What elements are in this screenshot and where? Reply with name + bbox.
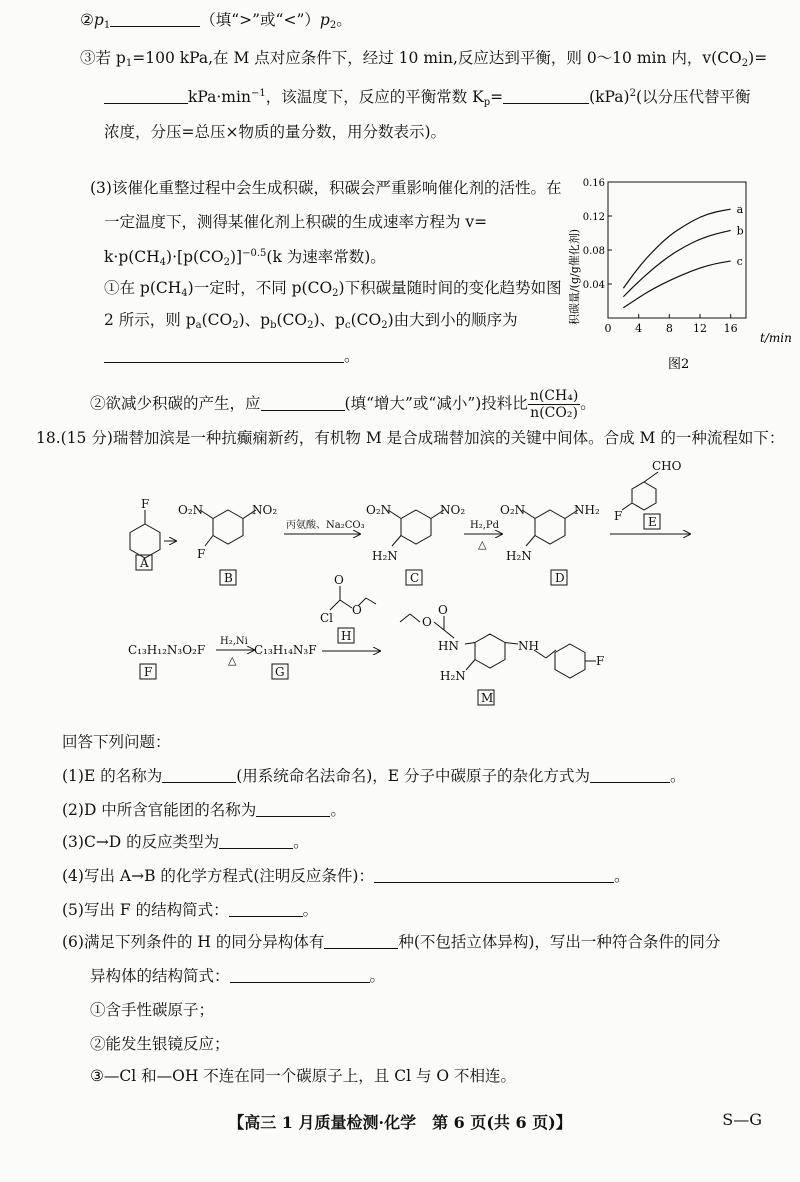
atom-O2N-D: O₂N: [500, 503, 526, 517]
atom-F-B: F: [197, 547, 206, 561]
footer-center: 【高三 1 月质量检测·化学 第 6 页(共 6 页)】: [228, 1113, 572, 1132]
x-tick-label: 8: [665, 322, 673, 335]
label-F: F: [144, 665, 153, 679]
x-axis-label: t/min: [760, 331, 792, 345]
x-tick-label: 4: [635, 322, 643, 335]
q17-item2: $②p_1$ （填“>”或“$<”)p_2$。: [80, 11, 352, 31]
condition-3: ③—Cl 和—OH 不连在同一个碳原子上，且 Cl 与 O 不相连。: [90, 1067, 517, 1085]
answer-blank[interactable]: [324, 932, 398, 949]
synthesis-scheme: [40, 458, 780, 728]
atom-CHO-E: CHO: [652, 459, 682, 473]
q17-item3-line3: 浓度，分压=总压×物质的量分数，用分数表示)。: [104, 123, 447, 141]
formula-F: C₁₃H₁₂N₃O₂F: [128, 643, 206, 657]
answer-blank[interactable]: [104, 346, 344, 363]
answer-blank[interactable]: [110, 10, 200, 27]
q17-item3-line2: $kPa\cdot\min^{-1}$，该温度下，反应的平衡常数 $K_p= (kPa)^2$(以分压代替平衡: [104, 84, 751, 113]
y-tick-label: 0.12: [582, 212, 605, 223]
q18-subq5: (5)写出 F 的结构简式： 。: [62, 901, 319, 919]
chart-title: 图2: [668, 357, 690, 372]
atom-F-A: F: [141, 497, 150, 511]
q17-part3-line4: ①在 $p(CH_4)$一定时，不同 $p(CO_2)$下积碳量随时间的变化趋势如图: [104, 279, 562, 299]
q18-subq6-line2: 异构体的结构简式： 。: [90, 967, 386, 985]
q18-header: 18.(15 分)瑞替加滨是一种抗癫痫新药，有机物 M 是合成瑞替加滨的关键中间体。合成 M 的一种流程如下：: [36, 429, 785, 447]
y-axis-label: 积碳量/(g/g催化剂): [568, 228, 581, 326]
benzene-ring-M1: [475, 634, 505, 668]
atom-O2N-B: O₂N: [178, 503, 204, 517]
benzene-ring-M2: [555, 644, 585, 678]
q17-part3-line2: 一定温度下，测得某催化剂上积碳的生成速率方程为 v=: [104, 213, 488, 231]
series-label-a: a: [736, 203, 744, 217]
answer-blank[interactable]: [374, 866, 614, 883]
ratio-fraction: $\frac{\text{n(CH₄)}}{\text{n(CO₂)}}$: [529, 388, 579, 421]
benzene-ring-C: [401, 510, 431, 544]
plot-frame: [608, 182, 746, 318]
series-label-b: b: [736, 224, 744, 238]
q18-subq4: (4)写出 A→B 的化学方程式(注明反应条件)： 。: [62, 867, 630, 885]
atom-H2N-D: H₂N: [506, 549, 532, 563]
label-H: H: [341, 629, 352, 643]
atom-NH-M: NH: [518, 639, 539, 653]
reagent-h2-pd: H₂,Pd: [470, 520, 500, 531]
y-tick-label: 0.16: [582, 178, 605, 189]
atom-F-M: F: [596, 654, 605, 668]
atom-O2N-C: O₂N: [366, 503, 392, 517]
atom-O-H-ester: O: [352, 603, 362, 617]
q17-part3-line3: $k\cdot p(CH_4)\cdot[p(CO_2)]^{-0.5}(k$ 为速率常数)。: [104, 248, 386, 268]
atom-NH2-D: NH₂: [574, 503, 600, 517]
atom-NO2-B: NO₂: [252, 503, 278, 517]
atom-H2N-C: H₂N: [372, 549, 398, 563]
answer-blank[interactable]: [503, 87, 589, 104]
q17-item3: ③若 $p_1=100$ kPa,在 M 点对应条件下，经过 10 min,反应达到平衡，则 0～10 min 内，$v(CO_2)=$: [80, 49, 768, 69]
answer-intro: 回答下列问题：: [62, 733, 171, 751]
x-tick-label: 12: [693, 322, 707, 335]
answer-blank[interactable]: [261, 394, 345, 411]
figure-2-chart: [568, 172, 798, 372]
footer-code: S—G: [722, 1110, 762, 1129]
answer-blank[interactable]: [162, 766, 236, 783]
atom-O-M-ester: O: [422, 615, 432, 629]
q18-subq3: (3)C→D 的反应类型为 。: [62, 833, 309, 851]
reagent-h2-ni: H₂,Ni: [220, 636, 248, 647]
answer-blank[interactable]: [230, 966, 370, 983]
condition-1: ①含手性碳原子；: [90, 1001, 215, 1019]
q18-subq6: (6)满足下列条件的 H 的同分异构体有 种(不包括立体异构)，写出一种符合条件的同分: [62, 933, 721, 951]
x-tick-label: 0: [604, 322, 612, 335]
formula-G: C₁₃H₁₄N₃F: [254, 643, 317, 657]
series-line-a: [623, 209, 730, 288]
atom-O-H-carbonyl: O: [334, 573, 344, 587]
label-D: D: [555, 571, 565, 585]
label-G: G: [275, 665, 285, 679]
reagent-heat-2: △: [228, 654, 237, 667]
atom-NO2-C: NO₂: [440, 503, 466, 517]
label-C: C: [410, 571, 420, 585]
answer-blank[interactable]: [229, 900, 303, 917]
benzene-ring-E: [632, 482, 656, 510]
q18-subq1: (1)E 的名称为 (用系统命名法命名)，E 分子中碳原子的杂化方式为 。: [62, 767, 686, 785]
y-tick-label: 0.08: [582, 246, 605, 257]
benzene-ring-B: [213, 510, 243, 544]
answer-blank[interactable]: [590, 766, 670, 783]
label-A: A: [140, 556, 149, 570]
atom-Cl-H: Cl: [320, 611, 334, 625]
series-line-c: [623, 261, 730, 308]
benzene-ring-D: [535, 510, 565, 544]
q17-part3-line7: ②欲减少积碳的产生，应 (填“增大”或“减小”)投料比 $\frac{\text{n(CH₄)}}{\text{n(CO₂)}}$ 。: [90, 388, 596, 421]
y-tick-label: 0.04: [582, 280, 605, 291]
label-M: M: [481, 691, 494, 705]
atom-HN-M: HN: [438, 639, 459, 653]
benzene-ring-A: [130, 524, 160, 558]
answer-blank[interactable]: [104, 87, 188, 104]
x-tick-label: 16: [723, 322, 738, 335]
condition-2: ②能发生银镜反应；: [90, 1035, 230, 1053]
reagent-heat-1: △: [478, 538, 487, 551]
answer-blank[interactable]: [219, 832, 293, 849]
reagent-alanine: 丙氨酸、Na₂CO₃: [286, 520, 365, 531]
answer-blank[interactable]: [256, 800, 330, 817]
atom-F-E: F: [614, 509, 623, 523]
q18-subq2: (2)D 中所含官能团的名称为 。: [62, 801, 346, 819]
label-B: B: [224, 571, 233, 585]
atom-O-M-carbonyl: O: [438, 603, 448, 617]
label-E: E: [648, 515, 657, 529]
q17-part3-line1: (3)该催化重整过程中会生成积碳，积碳会严重影响催化剂的活性。在: [90, 179, 562, 197]
atom-H2N-M: H₂N: [440, 669, 466, 683]
series-label-c: c: [736, 255, 743, 269]
q17-part3-line6: 。: [104, 346, 360, 366]
q17-part3-line5: 2 所示，则 $p_a(CO_2)$、$p_b(CO_2)$、$p_c(CO_2)$由大到小的顺序为: [104, 311, 518, 331]
